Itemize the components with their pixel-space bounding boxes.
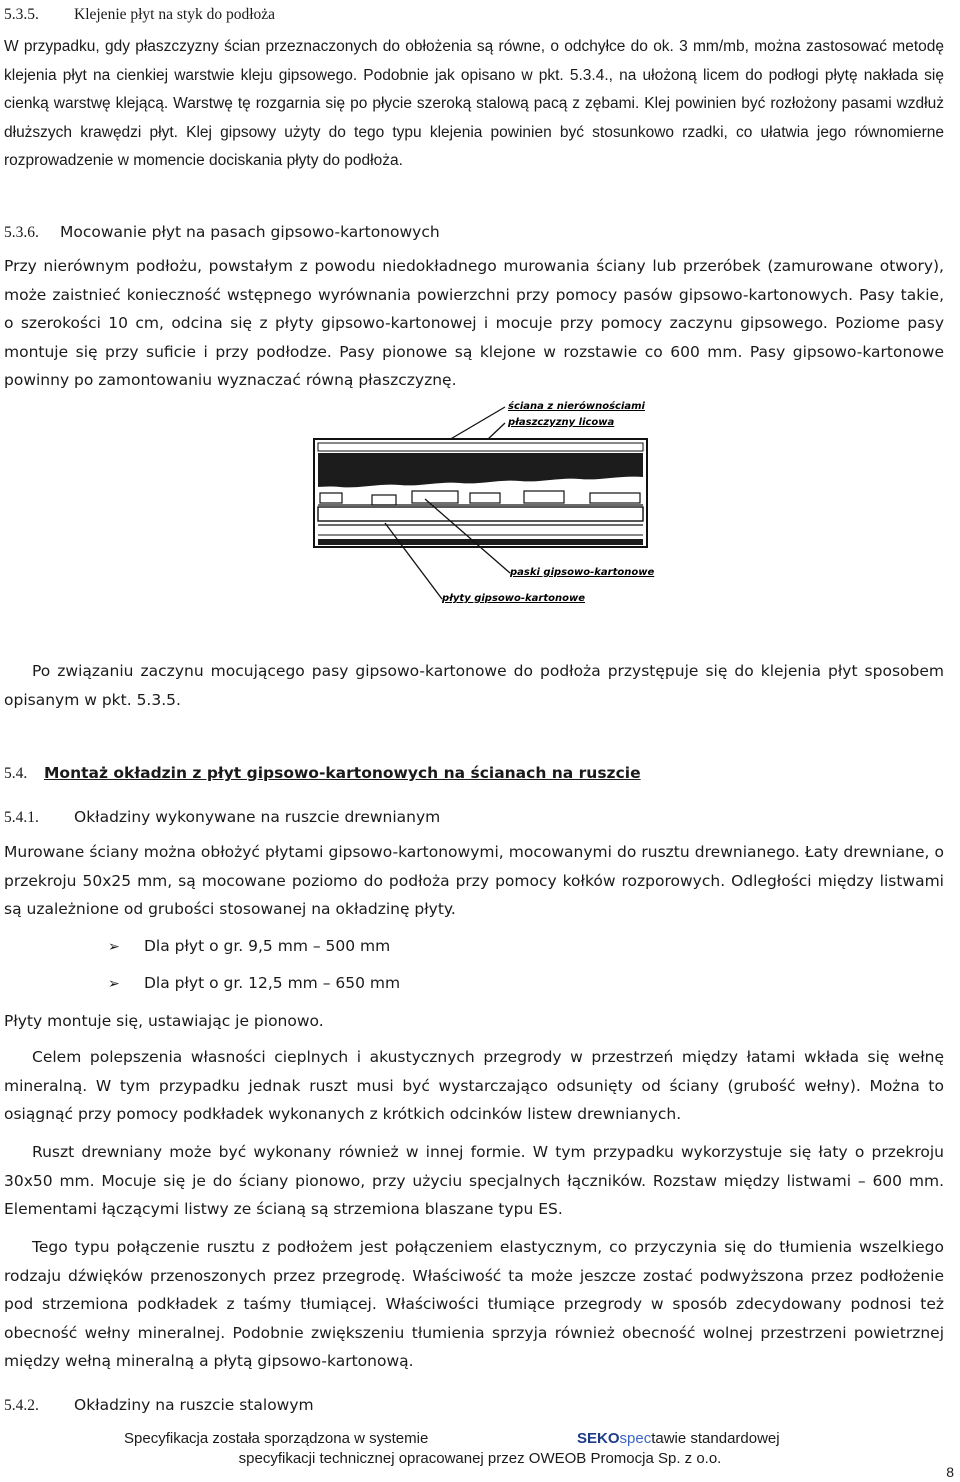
bullet-text: Dla płyt o gr. 9,5 mm – 500 mm (144, 937, 391, 955)
label-plasterboard-strips: paski gipsowo-kartonowe (510, 567, 655, 578)
paragraph-5-4-1: Murowane ściany można obłożyć płytami gipsowo-kartonowymi, mocowanymi do rusztu drewnianego. Łaty drewniane, o przekroju 50x25 mm, są mocowane poziomo do podłoża przy pomocy kołków rozporowych. Odległości między listwami są uzależnione od grubości stosowanej na okładzinę płyty. (4, 843, 944, 918)
section-number: 5.4.2. (4, 1397, 39, 1414)
vertical-mounting-note: Płyty montuje się, ustawiając je pionowo. (4, 1012, 324, 1030)
section-number: 5.4.1. (4, 809, 39, 826)
footer-brand (577, 1430, 780, 1447)
section-number: 5.4. (4, 765, 28, 782)
bullet-item (108, 969, 400, 999)
paragraph-timber-frame: Ruszt drewniany może być wykonany również w innej formie. W tym przypadku wykorzystuje się łaty o przekroju 30x50 mm. Mocuje się je do ściany pionowo, przy użyciu specjalnych łączników. Rozstaw między listwami – 600 mm. Elementami łączącymi listwy ze ścianą są strzemiona blaszane typu ES. (4, 1143, 944, 1218)
section-title: Montaż okładzin z płyt gipsowo-kartonowych na ścianach na ruszcie (44, 764, 641, 782)
heading-5-3-5 (4, 0, 944, 29)
footer-line-2: specyfikacji technicznej opracowanej przez OWEOB Promocja Sp. z o.o. (238, 1450, 722, 1467)
heading-5-4-1 (4, 803, 944, 832)
label-uneven-wall: ściana z nierównościami (508, 401, 645, 412)
paragraph-after-figure: Po związaniu zaczynu mocującego pasy gipsowo-kartonowe do podłoża przystępuje się do klejenia płyt sposobem opisanym w pkt. 5.3.5. (4, 662, 944, 709)
footer-text: Specyfikacja została sporządzona w systemie (124, 1430, 429, 1447)
bullet-text: Dla płyt o gr. 12,5 mm – 650 mm (144, 974, 401, 992)
section-title: Mocowanie płyt na pasach gipsowo-kartonowych (60, 223, 440, 241)
section-title: Klejenie płyt na styk do podłoża (74, 6, 276, 23)
arrow-bullet-icon: ➢ (108, 939, 120, 955)
paragraph-5-3-5: W przypadku, gdy płaszczyzny ścian przeznaczonych do obłożenia są równe, o odchyłce do ok. 3 mm/mb, można zastosować metodę klejenia płyt na cienkiej warstwie kleju gipsowego. Podobnie jak opisano w pkt. 5.3.4., na ułożoną licem do podłogi płytę nakłada się cienką warstwę klejącą. Warstwę tę rozgarnia się po płycie szeroką stalową pacą z zębami. Klej powinien być rozłożony pasami wzdłuż dłuższych krawędzi płyt. Klej gipsowy użyty do tego typu klejenia powinien być stosunkowo rzadki, co ułatwia jego równomierne rozprowadzenie w momencie dociskania płyty do podłoża. (4, 38, 944, 169)
paragraph-insulation: Celem polepszenia własności cieplnych i akustycznych przegrody w przestrzeń między łatami wkłada się wełnę mineralną. W tym przypadku jednak ruszt musi być wystarczająco odsunięty od ściany (grubość wełny). Można to osiągnąć przy pomocy podkładek wykonanych z krótkich odcinków listew drewnianych. (4, 1048, 944, 1123)
section-title: Okładziny na ruszcie stalowym (74, 1396, 314, 1414)
paragraph-damping: Tego typu połączenie rusztu z podłożem jest połączeniem elastycznym, co przyczynia się do tłumienia wszelkiego rodzaju dźwięków przenoszonych przez przegrodę. Właściwość ta może jeszcze zostać podwyższona przez podłożenie pod strzemiona podkładek z taśmy tłumiącej. Właściwości tłumiące przegrody w sposób zdecydowany podnosi też obecność wełny mineralnej. Podobnie zwiększeniu tłumienia sprzyja również obecność wolnej przestrzeni powietrznej między wełną mineralną a płytą gipsowo-kartonową. (4, 1238, 944, 1370)
paragraph-5-3-6: Przy nierównym podłożu, powstałym z powodu niedokładnego murowania ściany lub przeróbek (zamurowane otwory), może zaistnieć konieczność wstępnego wyrównania powierzchni przy pomocy pasów gipsowo-kartonowych. Pasy takie, o szerokości 10 cm, odcina się z płyty gipsowo-kartonowej i mocuje przy pomocy zaczynu gipsowego. Poziome pasy montuje się przy suficie i przy podłodze. Pasy pionowe są klejone w rozstawie co 600 mm. Pasy gipsowo-kartonowe powinny po zamontowaniu wyznaczać równą płaszczyznę. (4, 257, 944, 389)
heading-5-3-6 (4, 218, 944, 247)
brand-seko: SEKO (577, 1430, 620, 1447)
section-number: 5.3.5. (4, 6, 39, 23)
heading-5-4 (4, 759, 944, 788)
page-number: 8 (946, 1464, 954, 1480)
heading-5-4-2 (4, 1391, 944, 1420)
brand-spec: spec (619, 1430, 652, 1447)
section-number: 5.3.6. (4, 224, 39, 241)
label-plasterboards: płyty gipsowo-kartonowe (442, 593, 586, 604)
section-title: Okładziny wykonywane na ruszcie drewnianym (74, 808, 441, 826)
bullet-item (108, 932, 390, 962)
footer-text-tail: tawie standardowej (651, 1430, 780, 1447)
wall-section-diagram (300, 395, 660, 617)
label-face-plane: płaszczyzny licowa (508, 417, 615, 428)
arrow-bullet-icon: ➢ (108, 976, 120, 992)
